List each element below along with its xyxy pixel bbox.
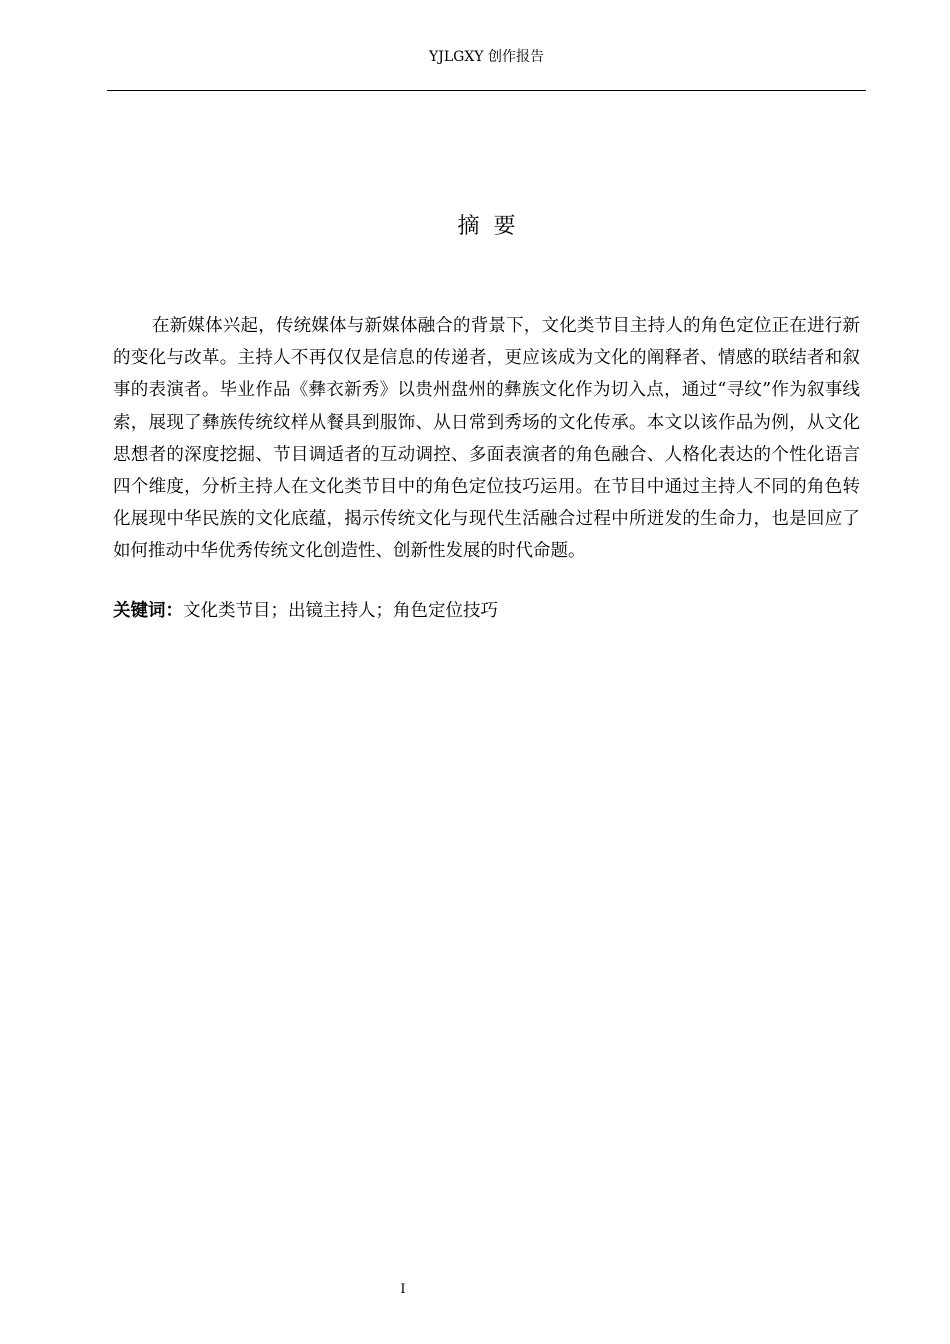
abstract-body: 在新媒体兴起，传统媒体与新媒体融合的背景下，文化类节目主持人的角色定位正在进行新的变化与改革。主持人不再仅仅是信息的传递者，更应该成为文化的阐释者、情感的联结者和叙事的表演者。毕业作品《彝衣新秀》以贵州盘州的彝族文化作为切入点，通过“寻纹”作为叙事线索，展现了彝族传统纹样从餐具到服饰、从日常到秀场的文化传承。本文以该作品为例，从文化思想者的深度挖掘、节目调适者的互动调控、多面表演者的角色融合、人格化表达的个性化语言四个维度，分析主持人在文化类节目中的角色定位技巧运用。在节目中通过主持人不同的角色转化展现中华民族的文化底蕴，揭示传统文化与现代生活融合过程中所迸发的生命力，也是回应了如何推动中华优秀传统文化创造性、创新性发展的时代命题。 <box>113 316 860 562</box>
header-divider <box>107 90 866 91</box>
abstract-title: 摘要 <box>457 214 530 239</box>
keywords-label: 关键词： <box>113 601 183 621</box>
keywords-text: 文化类节目；出镜主持人；角色定位技巧 <box>183 601 498 621</box>
page-number: I <box>400 1282 406 1297</box>
running-header: YJLGXY 创作报告 <box>429 49 544 65</box>
keywords-line <box>113 595 860 627</box>
